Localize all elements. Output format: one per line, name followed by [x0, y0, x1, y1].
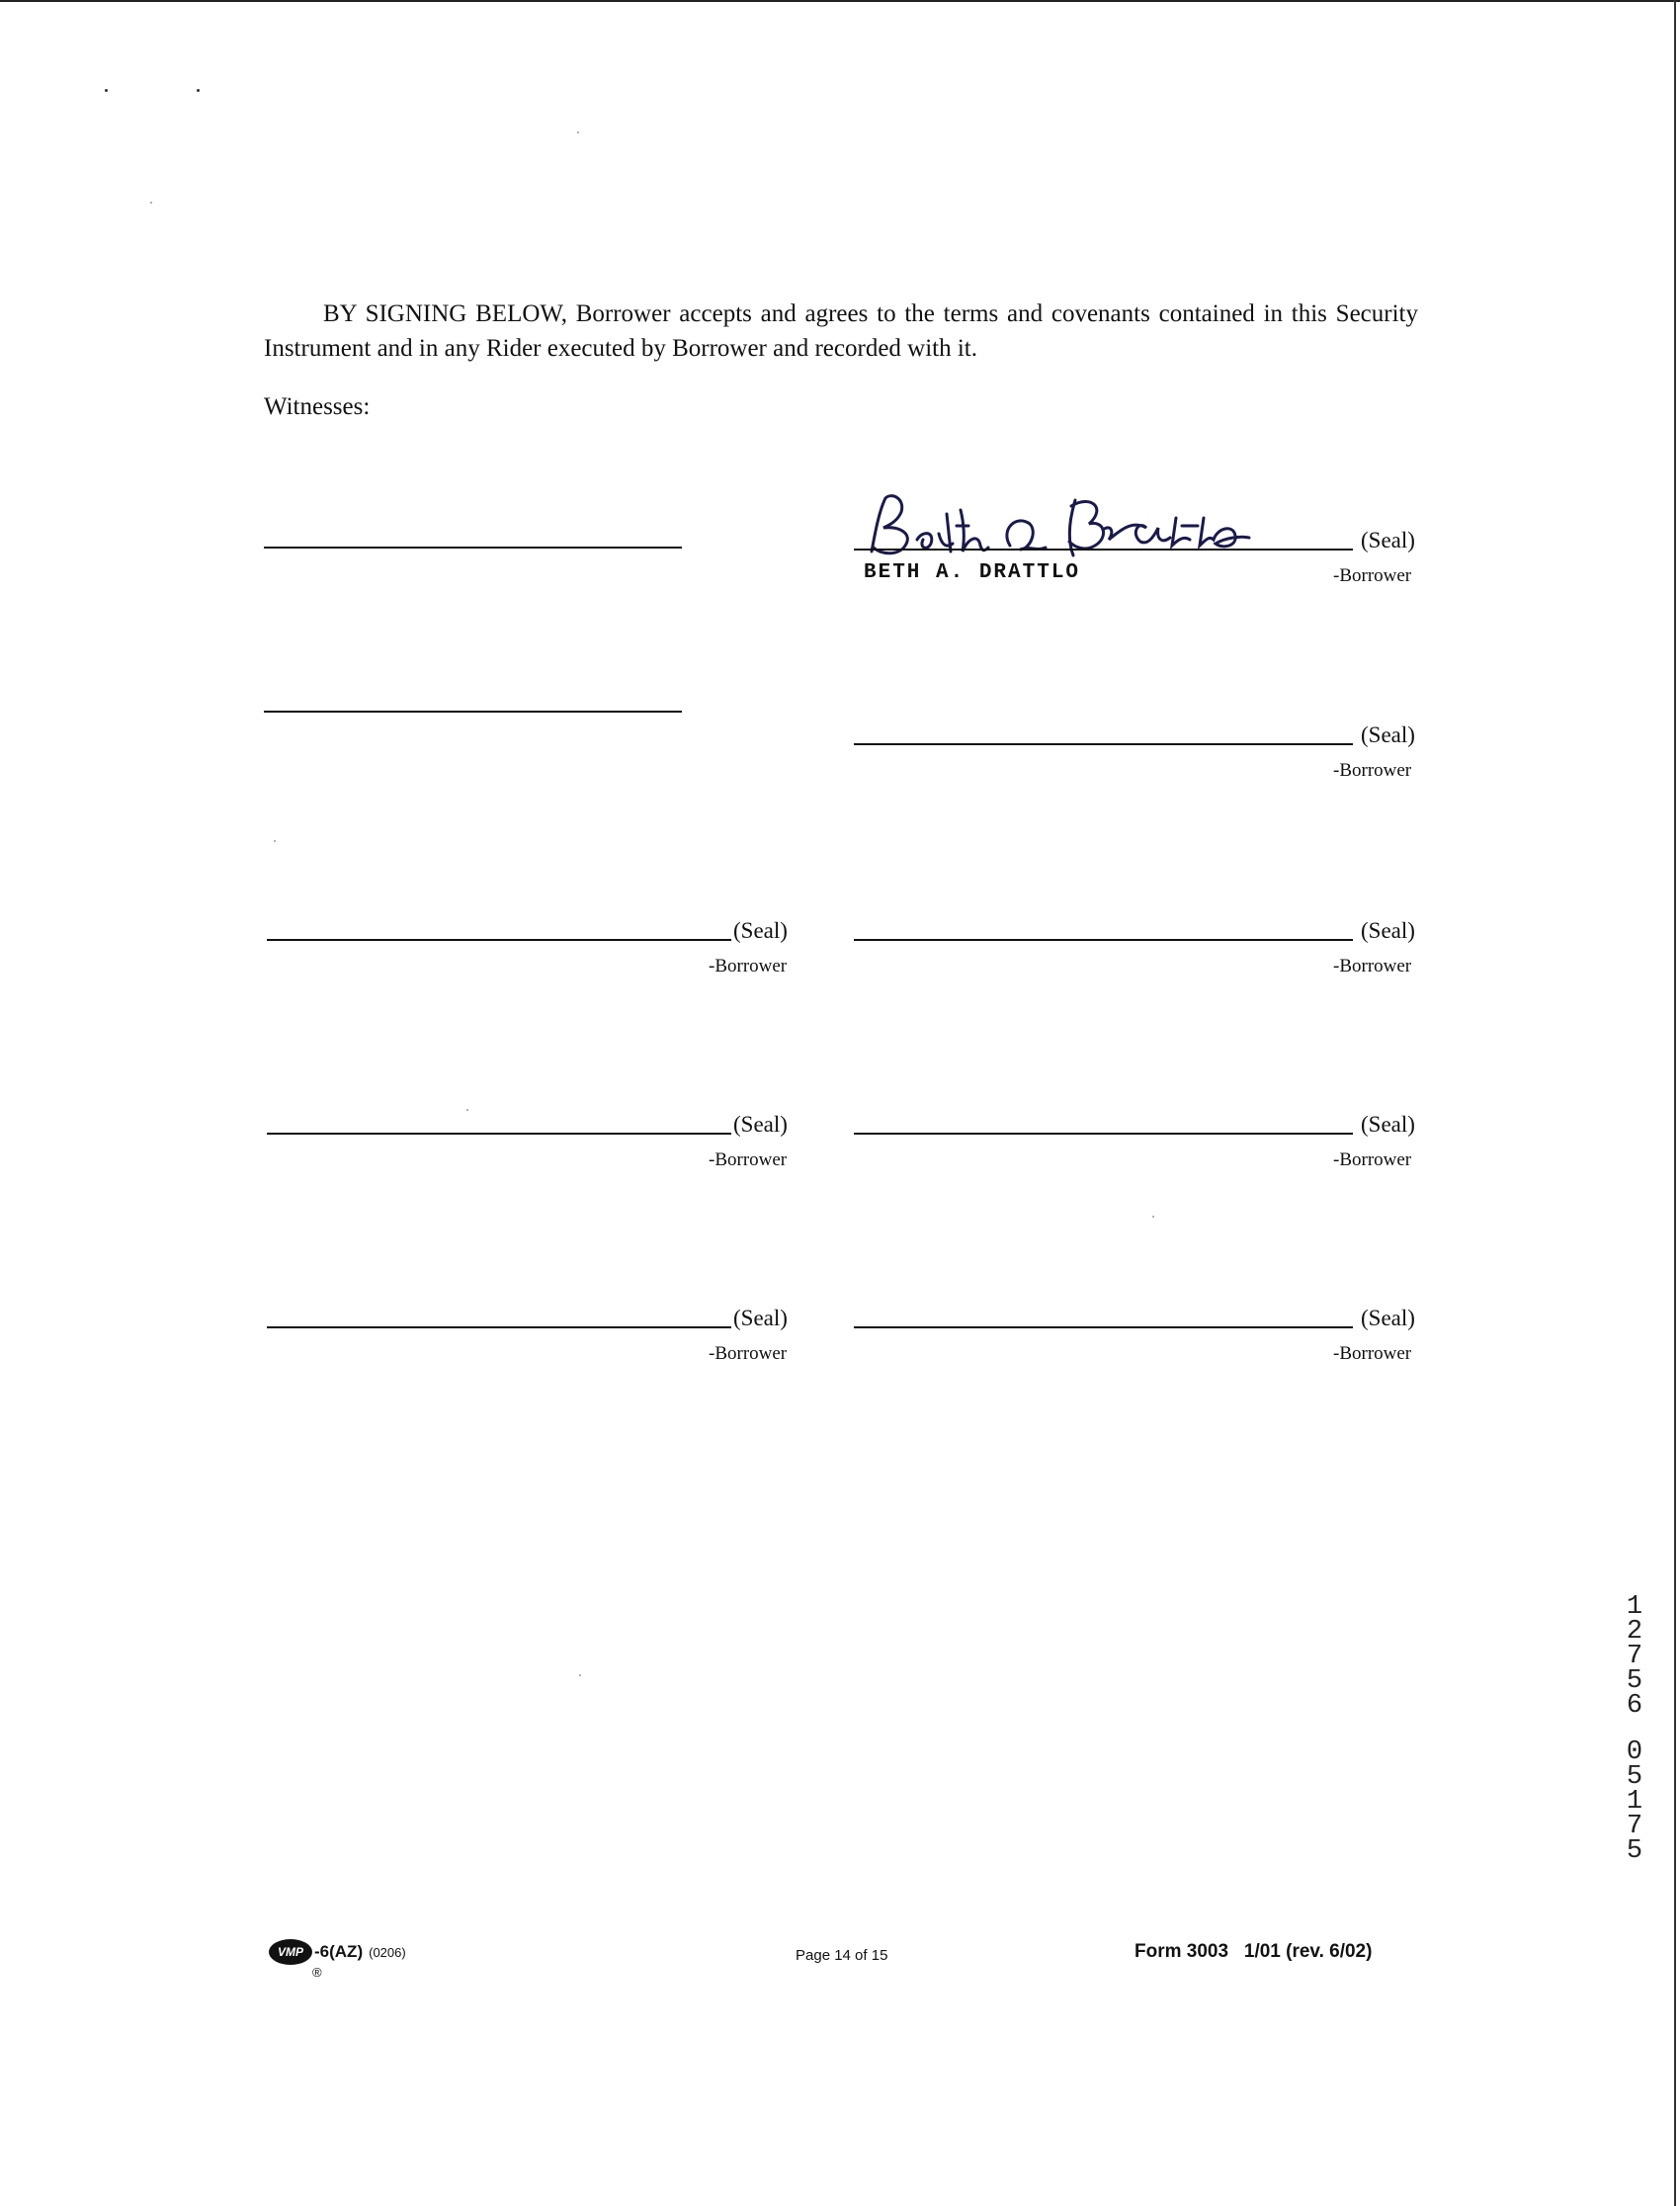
borrower-name: BETH A. DRATTLO — [864, 561, 1081, 584]
borrower-label: -Borrower — [1333, 1343, 1412, 1364]
borrower-handwritten-signature — [862, 490, 1277, 567]
scan-speck — [577, 131, 579, 133]
borrower-signature-line-8 — [854, 1326, 1353, 1328]
seal-label: (Seal) — [733, 1112, 788, 1137]
scan-speck — [1152, 1216, 1154, 1218]
scan-right-edge — [1674, 0, 1676, 2206]
seal-label: (Seal) — [1361, 918, 1415, 943]
seal-label: (Seal) — [733, 918, 788, 943]
borrower-signature-line-7 — [267, 1326, 731, 1328]
borrower-signature-line-3 — [267, 939, 731, 941]
witness-signature-line-1 — [264, 547, 682, 549]
borrower-signature-line-4 — [854, 939, 1353, 941]
scan-speck — [197, 89, 200, 92]
borrower-label: -Borrower — [1333, 956, 1412, 976]
witness-signature-line-2 — [264, 711, 682, 713]
seal-label: (Seal) — [733, 1306, 788, 1330]
borrower-label: -Borrower — [1333, 760, 1412, 781]
borrower-signature-line-2 — [854, 743, 1353, 745]
borrower-label: -Borrower — [709, 1149, 788, 1170]
borrower-label: -Borrower — [1333, 1149, 1412, 1170]
borrower-label: -Borrower — [709, 1343, 788, 1364]
vmp-logo: VMP — [269, 1939, 312, 1965]
witnesses-label: Witnesses: — [264, 393, 371, 420]
form-date: (0206) — [369, 1944, 406, 1960]
scan-speck — [274, 840, 276, 842]
form-identifier — [269, 1939, 406, 1965]
scan-top-edge — [0, 0, 1680, 2]
page-number: Page 14 of 15 — [796, 1947, 888, 1964]
borrower-signature-line-1 — [854, 549, 1353, 551]
registered-mark: ® — [312, 1965, 322, 1980]
form-code: -6(AZ) — [314, 1942, 364, 1961]
recording-number-stamp — [1621, 1592, 1648, 1866]
form-number: Form 3003 1/01 (rev. 6/02) — [1134, 1941, 1373, 1962]
recording-number-line-2: 05175 — [1626, 1738, 1643, 1866]
recording-number-line-1: 12756 — [1626, 1592, 1643, 1721]
scan-speck — [150, 202, 152, 204]
scan-speck — [466, 1109, 468, 1111]
borrower-label: -Borrower — [1333, 565, 1412, 586]
seal-label: (Seal) — [1361, 1112, 1415, 1137]
acceptance-statement: BY SIGNING BELOW, Borrower accepts and agrees to the terms and covenants contained in this Security Instrument and in any Rider executed by Borrower and recorded with it. — [264, 300, 1418, 362]
scan-speck — [579, 1674, 581, 1676]
seal-label: (Seal) — [1361, 528, 1415, 552]
seal-label: (Seal) — [1361, 722, 1415, 747]
borrower-label: -Borrower — [709, 956, 788, 976]
seal-label: (Seal) — [1361, 1306, 1415, 1330]
borrower-signature-line-5 — [267, 1133, 731, 1135]
scan-speck — [105, 89, 108, 92]
borrower-signature-line-6 — [854, 1133, 1353, 1135]
